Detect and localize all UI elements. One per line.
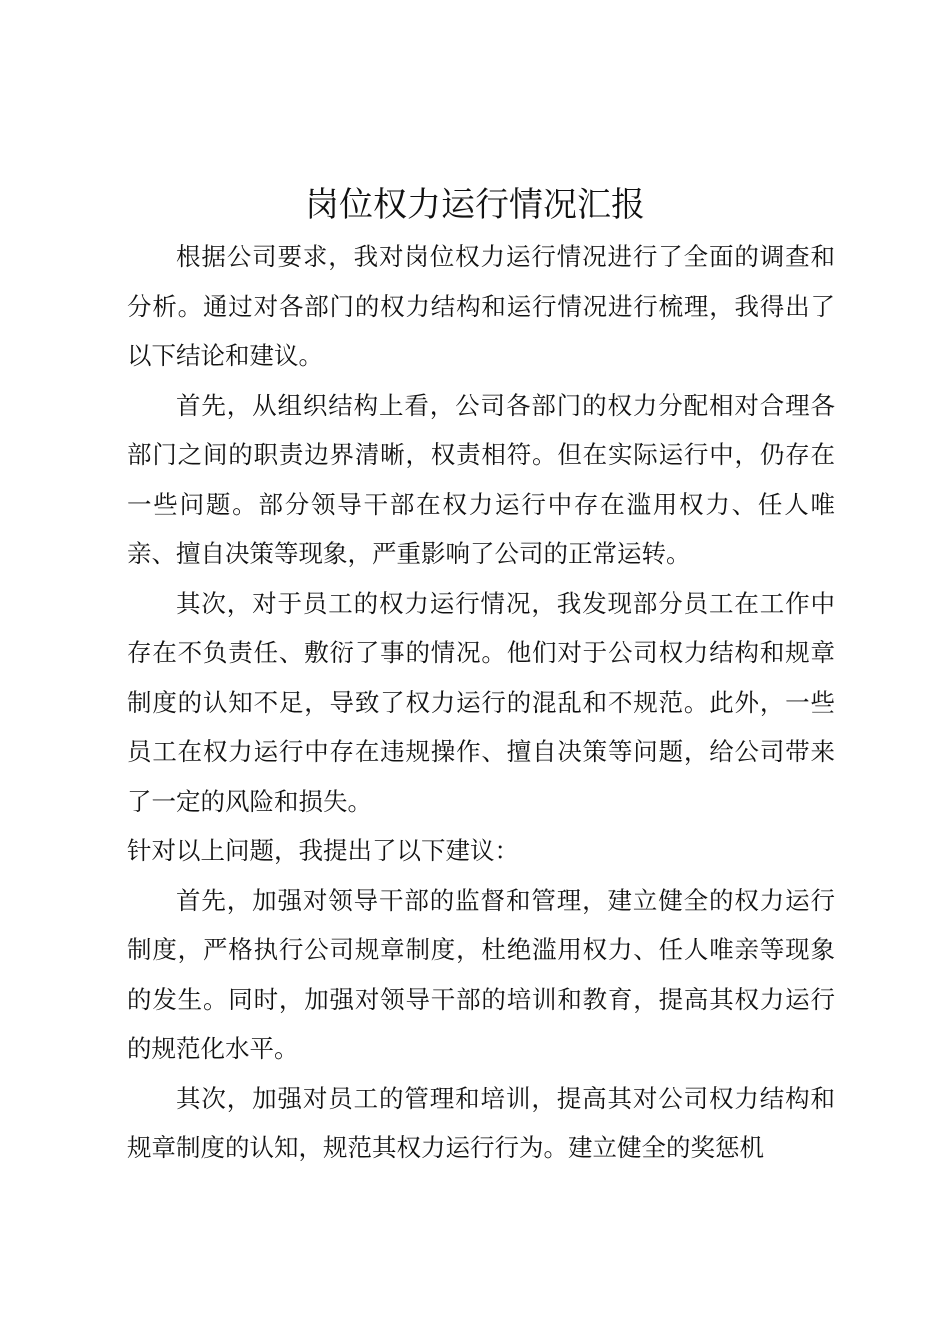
paragraph-suggestion-employees: 其次，加强对员工的管理和培训，提高其对公司权力结构和规章制度的认知，规范其权力运行行为。建立健全的奖惩机 <box>127 1083 835 1162</box>
paragraph-employees: 其次，对于员工的权力运行情况，我发现部分员工在工作中存在不负责任、敷衍了事的情况。他们对于公司权力结构和规章制度的认知不足，导致了权力运行的混乱和不规范。此外，一些员工在权力运行中存在违规操作、擅自决策等问题，给公司带来了一定的风险和损失。 <box>127 588 835 816</box>
paragraph-intro: 根据公司要求，我对岗位权力运行情况进行了全面的调查和分析。通过对各部门的权力结构和运行情况进行梳理，我得出了以下结论和建议。 <box>127 242 835 370</box>
document-body <box>127 232 835 1173</box>
paragraph-organization: 首先，从组织结构上看，公司各部门的权力分配相对合理各部门之间的职责边界清晰，权责相符。但在实际运行中，仍存在一些问题。部分领导干部在权力运行中存在滥用权力、任人唯亲、擅自决策等现象，严重影响了公司的正常运转。 <box>127 390 835 568</box>
paragraph-suggestion-leaders: 首先，加强对领导干部的监督和管理，建立健全的权力运行制度，严格执行公司规章制度，杜绝滥用权力、任人唯亲等现象的发生。同时，加强对领导干部的培训和教育，提高其权力运行的规范化水平。 <box>127 885 835 1063</box>
paragraph-suggestions-lead: 针对以上问题，我提出了以下建议： <box>127 836 519 865</box>
document-title: 岗位权力运行情况汇报 <box>305 185 645 225</box>
